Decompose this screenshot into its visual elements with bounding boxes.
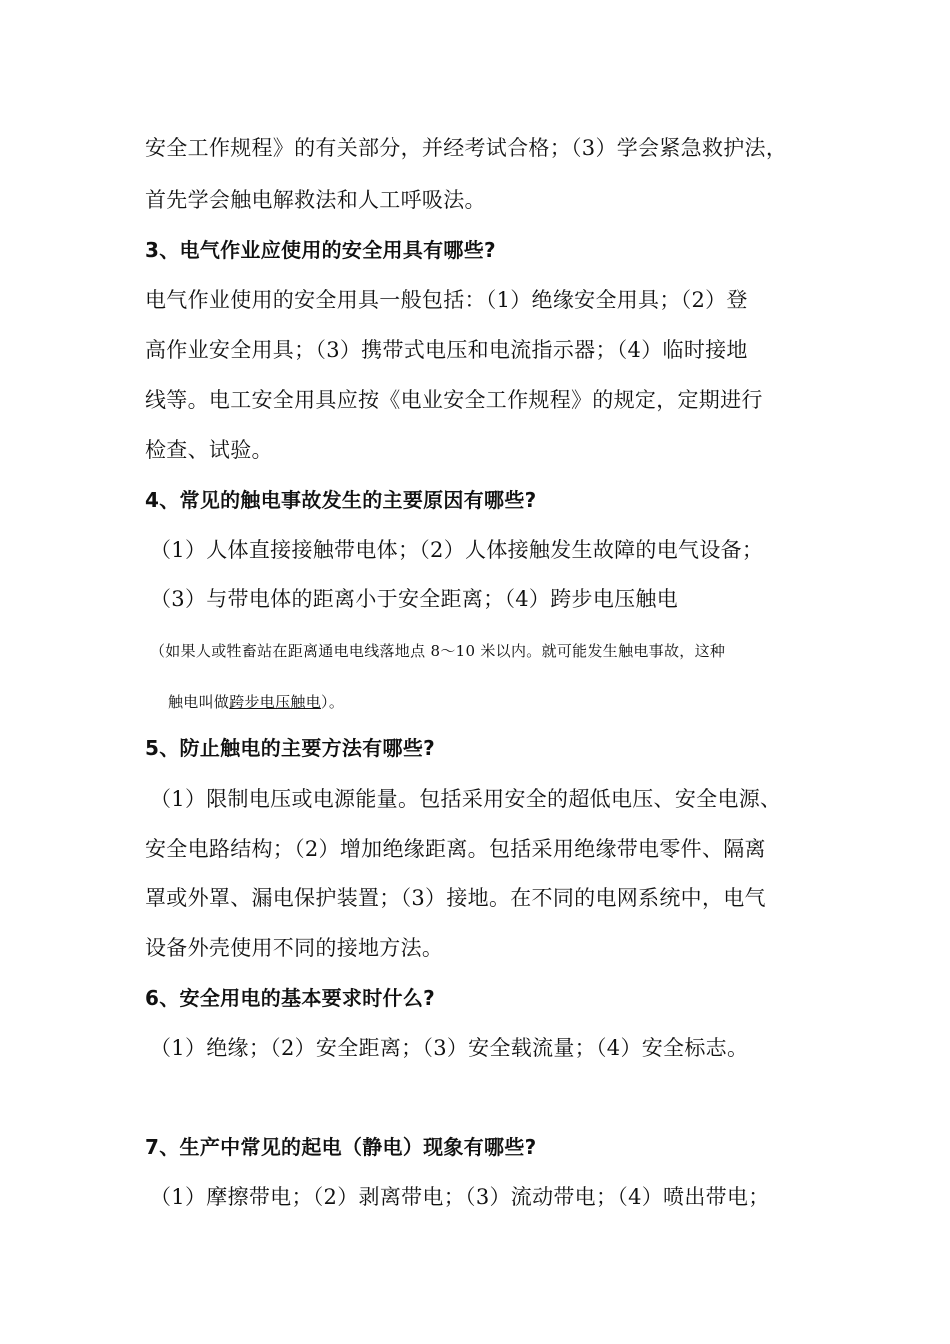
paragraph-line: 安全工作规程》的有关部分，并经考试合格；（3）学会紧急救护法， — [145, 136, 788, 160]
note-underlined-term: 跨步电压触电 — [229, 693, 322, 711]
paragraph-line: （1）摩擦带电；（2）剥离带电；（3）流动带电；（4）喷出带电； — [150, 1185, 770, 1209]
paragraph-line: 电气作业使用的安全用具一般包括：（1）绝缘安全用具；（2）登 — [145, 288, 748, 312]
question-heading-4: 4、常见的触电事故发生的主要原因有哪些? — [145, 488, 537, 512]
paragraph-line: 设备外壳使用不同的接地方法。 — [145, 936, 444, 960]
note-line: （如果人或牲畜站在距离通电电线落地点 8～10 米以内。就可能发生触电事故，这种 — [150, 642, 726, 660]
question-heading-5: 5、防止触电的主要方法有哪些? — [145, 736, 436, 760]
question-heading-7: 7、生产中常见的起电（静电）现象有哪些? — [145, 1135, 537, 1159]
note-prefix: 触电叫做 — [168, 693, 230, 711]
paragraph-line: （1）人体直接接触带电体；（2）人体接触发生故障的电气设备； — [150, 538, 764, 562]
question-heading-3: 3、电气作业应使用的安全用具有哪些? — [145, 238, 496, 262]
paragraph-line: 首先学会触电解救法和人工呼吸法。 — [145, 188, 486, 212]
paragraph-line: 线等。电工安全用具应按《电业安全工作规程》的规定，定期进行 — [145, 388, 763, 412]
paragraph-line: 检查、试验。 — [145, 438, 273, 462]
paragraph-line: （3）与带电体的距离小于安全距离；（4）跨步电压触电 — [150, 587, 679, 611]
paragraph-line: 高作业安全用具；（3）携带式电压和电流指示器；（4）临时接地 — [145, 338, 748, 362]
paragraph-line: （1）绝缘；（2）安全距离；（3）安全载流量；（4）安全标志。 — [150, 1036, 749, 1060]
note-suffix: ）。 — [321, 693, 345, 711]
question-heading-6: 6、安全用电的基本要求时什么? — [145, 986, 436, 1010]
paragraph-line: （1）限制电压或电源能量。包括采用安全的超低电压、安全电源、 — [150, 787, 782, 811]
paragraph-line: 安全电路结构；（2）增加绝缘距离。包括采用绝缘带电零件、隔离 — [145, 837, 766, 861]
note-line — [168, 690, 344, 714]
paragraph-line: 罩或外罩、漏电保护装置；（3）接地。在不同的电网系统中，电气 — [145, 886, 766, 910]
